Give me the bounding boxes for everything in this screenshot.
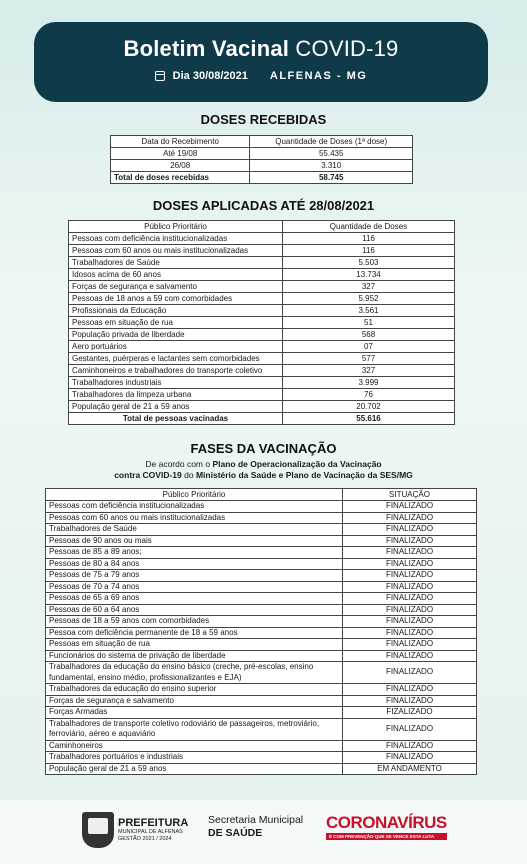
row-label: Pessoas de 80 a 84 anos	[46, 558, 343, 570]
row-value: 327	[283, 365, 455, 377]
row-label: Trabalhadores de Saúde	[46, 524, 343, 536]
row-value: FINALIZADO	[343, 752, 477, 764]
row-value: 55.435	[250, 148, 413, 160]
intro-plan: Plano de Operacionalização da Vacinação	[212, 459, 382, 469]
received-row	[111, 160, 413, 172]
row-value: 568	[283, 329, 455, 341]
phase-row	[46, 650, 477, 662]
total-value: 55.616	[283, 413, 455, 425]
row-value: FINALIZADO	[343, 740, 477, 752]
received-row	[111, 148, 413, 160]
row-label: População geral de 21 a 59 anos	[46, 763, 343, 775]
row-value: 327	[283, 281, 455, 293]
row-label: Pessoas de 85 a 89 anos;	[46, 547, 343, 559]
row-label: Pessoas de 18 a 59 anos com comorbidades	[46, 616, 343, 628]
phases-intro	[0, 459, 527, 481]
row-label: Pessoas com 60 anos ou mais institucionalizadas	[69, 245, 283, 257]
row-value: FINALIZADO	[343, 627, 477, 639]
row-label: Pessoas de 75 a 79 anos	[46, 570, 343, 582]
intro-part: De acordo com o	[145, 459, 211, 469]
total-value: 58.745	[250, 172, 413, 184]
secretaria-line1: Secretaria Municipal	[208, 814, 304, 826]
phase-row	[46, 501, 477, 513]
row-value: FINALIZADO	[343, 650, 477, 662]
row-label: Pessoas com deficiência institucionalizadas	[46, 501, 343, 513]
row-value: FINALIZADO	[343, 593, 477, 605]
header-banner	[34, 22, 488, 102]
row-value: 116	[283, 245, 455, 257]
applied-row	[69, 317, 455, 329]
row-label: Até 19/08	[111, 148, 250, 160]
row-value: 20.702	[283, 401, 455, 413]
row-label: Caminhoneiros	[46, 740, 343, 752]
phase-row	[46, 558, 477, 570]
phase-row	[46, 639, 477, 651]
phase-row	[46, 752, 477, 764]
applied-row	[69, 281, 455, 293]
phase-row	[46, 524, 477, 536]
row-value: FINALIZADO	[343, 684, 477, 696]
row-value: FINALIZADO	[343, 604, 477, 616]
row-label: Pessoas de 65 a 69 anos	[46, 593, 343, 605]
phases-col2: SITUAÇÃO	[343, 489, 477, 501]
calendar-icon	[155, 71, 165, 81]
applied-row	[69, 245, 455, 257]
phase-row	[46, 740, 477, 752]
row-label: Aero portuários	[69, 341, 283, 353]
prefeitura-name: PREFEITURA	[118, 817, 189, 829]
applied-row	[69, 329, 455, 341]
row-value: 3.999	[283, 377, 455, 389]
secretaria-logo	[208, 814, 303, 840]
applied-row	[69, 353, 455, 365]
phase-row	[46, 695, 477, 707]
row-label: Trabalhadores de Saúde	[69, 257, 283, 269]
phases-col1: Público Prioritário	[46, 489, 343, 501]
prefeitura-logo	[82, 812, 188, 848]
row-value: 5.503	[283, 257, 455, 269]
total-label: Total de pessoas vacinadas	[69, 413, 283, 425]
row-label: Pessoa com deficiência permanente de 18 a 59 anos	[46, 627, 343, 639]
row-label: Gestantes, puérperas e lactantes sem comorbidades	[69, 353, 283, 365]
row-label: Pessoas de 70 a 74 anos	[46, 581, 343, 593]
row-label: Trabalhadores de transporte coletivo rodoviário de passageiros, metroviário, ferroviário, aéreo e aquaviário	[46, 718, 343, 740]
city-crest-icon	[82, 812, 114, 848]
prefeitura-sub1: MUNICIPAL DE ALFENAS	[118, 829, 183, 835]
total-label: Total de doses recebidas	[111, 172, 250, 184]
row-label: Trabalhadores da educação do ensino superior	[46, 684, 343, 696]
coronavirus-slogan: É COM PREVENÇÃO QUE SE VENCE ESTA LUTA	[326, 833, 447, 840]
row-value: 13.734	[283, 269, 455, 281]
row-label: Trabalhadores da educação do ensino básico (creche, pré-escolas, ensino fundamental, ensino médio, profissionalizantes e EJA)	[46, 662, 343, 684]
coronavirus-logo	[326, 813, 447, 840]
row-label: Pessoas em situação de rua	[46, 639, 343, 651]
title-rest: COVID-19	[295, 36, 399, 61]
phase-row	[46, 627, 477, 639]
applied-heading: DOSES APLICADAS ATÉ 28/08/2021	[152, 198, 375, 213]
row-label: Forças de segurança e salvamento	[69, 281, 283, 293]
header-subline	[34, 70, 488, 82]
row-label: Trabalhadores industriais	[69, 377, 283, 389]
title-bold: Boletim Vacinal	[123, 36, 290, 61]
row-label: População geral de 21 a 59 anos	[69, 401, 283, 413]
phases-heading: FASES DA VACINAÇÃO	[190, 441, 337, 456]
intro-ministry: Ministério da Saúde e Plano de Vacinação da SES/MG	[195, 470, 413, 480]
applied-row	[69, 341, 455, 353]
row-value: FINALIZADO	[343, 501, 477, 513]
phase-row	[46, 718, 477, 740]
row-value: FIZALIZADO	[343, 707, 477, 719]
row-label: Forças de segurança e salvamento	[46, 695, 343, 707]
secretaria-line2: DE SAÚDE	[208, 827, 263, 839]
phase-row	[46, 593, 477, 605]
row-value: FINALIZADO	[343, 662, 477, 684]
row-value: 07	[283, 341, 455, 353]
applied-row	[69, 389, 455, 401]
row-value: FINALIZADO	[343, 639, 477, 651]
row-value: FINALIZADO	[343, 535, 477, 547]
row-label: 26/08	[111, 160, 250, 172]
prefeitura-sub2: GESTÃO 2021 / 2024	[118, 836, 172, 842]
applied-row	[69, 257, 455, 269]
phase-row	[46, 581, 477, 593]
row-value: 5.952	[283, 293, 455, 305]
applied-table	[68, 220, 455, 425]
city-name: ALFENAS - MG	[269, 70, 368, 82]
phase-row	[46, 707, 477, 719]
total-row	[69, 413, 455, 425]
row-value: FINALIZADO	[343, 718, 477, 740]
bulletin-date: Dia 30/08/2021	[172, 70, 248, 82]
phase-row	[46, 662, 477, 684]
phases-table	[45, 488, 477, 775]
row-label: Profissionais da Educação	[69, 305, 283, 317]
phase-row	[46, 684, 477, 696]
row-label: Idosos acima de 60 anos	[69, 269, 283, 281]
applied-row	[69, 293, 455, 305]
phase-row	[46, 763, 477, 775]
total-row	[111, 172, 413, 184]
row-label: Trabalhadores portuários e industriais	[46, 752, 343, 764]
row-label: Pessoas com deficiência institucionalizadas	[69, 233, 283, 245]
row-value: EM ANDAMENTO	[343, 763, 477, 775]
row-label: População privada de liberdade	[69, 329, 283, 341]
footer-logos	[0, 800, 527, 864]
row-value: FINALIZADO	[343, 547, 477, 559]
phase-row	[46, 604, 477, 616]
row-value: FINALIZADO	[343, 524, 477, 536]
page-title	[34, 36, 488, 62]
row-value: FINALIZADO	[343, 512, 477, 524]
row-value: 3.310	[250, 160, 413, 172]
row-label: Pessoas em situação de rua	[69, 317, 283, 329]
row-value: 51	[283, 317, 455, 329]
intro-part: do	[184, 470, 194, 480]
received-col1: Data do Recebimento	[111, 136, 250, 148]
received-heading: DOSES RECEBIDAS	[200, 112, 327, 127]
row-label: Caminhoneiros e trabalhadores do transporte coletivo	[69, 365, 283, 377]
phase-row	[46, 512, 477, 524]
row-label: Funcionários do sistema de privação de liberdade	[46, 650, 343, 662]
row-value: 577	[283, 353, 455, 365]
phase-row	[46, 616, 477, 628]
row-value: 116	[283, 233, 455, 245]
row-value: FINALIZADO	[343, 558, 477, 570]
row-label: Pessoas de 90 anos ou mais	[46, 535, 343, 547]
row-value: FINALIZADO	[343, 695, 477, 707]
row-value: 76	[283, 389, 455, 401]
row-value: 3.561	[283, 305, 455, 317]
applied-row	[69, 365, 455, 377]
phase-row	[46, 547, 477, 559]
applied-col2: Quantidade de Doses	[283, 221, 455, 233]
applied-row	[69, 233, 455, 245]
row-label: Pessoas de 60 a 64 anos	[46, 604, 343, 616]
applied-row	[69, 377, 455, 389]
row-label: Pessoas de 18 anos a 59 com comorbidades	[69, 293, 283, 305]
applied-row	[69, 401, 455, 413]
row-label: Trabalhadores da limpeza urbana	[69, 389, 283, 401]
row-value: FINALIZADO	[343, 616, 477, 628]
applied-col1: Público Prioritário	[69, 221, 283, 233]
received-col2: Quantidade de Doses (1ª dose)	[250, 136, 413, 148]
row-value: FINALIZADO	[343, 570, 477, 582]
phase-row	[46, 535, 477, 547]
row-label: Pessoas com 60 anos ou mais institucionalizadas	[46, 512, 343, 524]
row-label: Forças Armadas	[46, 707, 343, 719]
row-value: FINALIZADO	[343, 581, 477, 593]
intro-covid: contra COVID-19	[114, 470, 182, 480]
coronavirus-title: CORONAVÍRUS	[326, 813, 447, 832]
applied-row	[69, 269, 455, 281]
phase-row	[46, 570, 477, 582]
received-table	[110, 135, 413, 184]
applied-row	[69, 305, 455, 317]
